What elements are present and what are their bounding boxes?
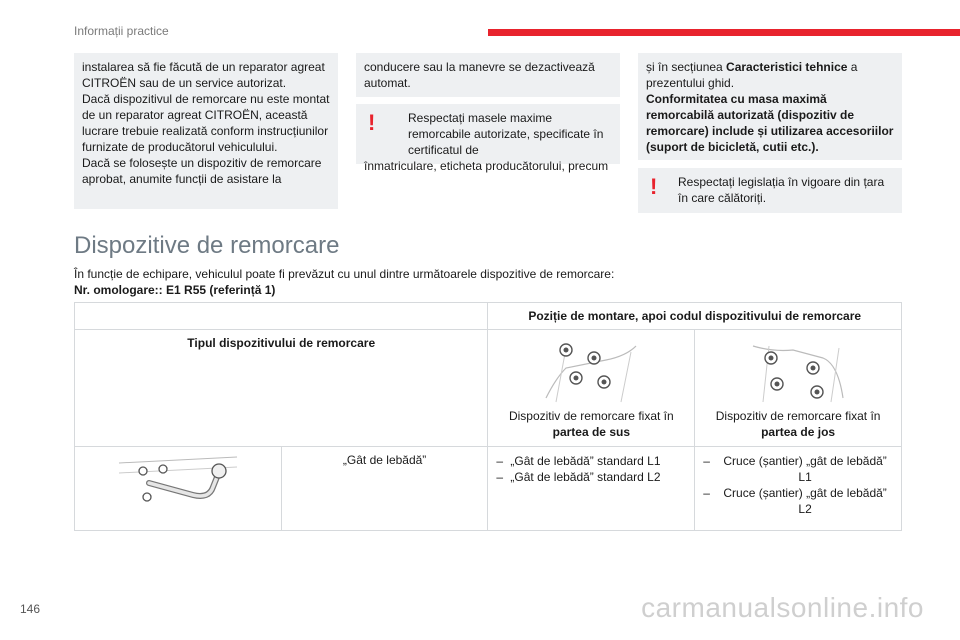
box4-pre: și în secțiunea	[646, 60, 727, 74]
towing-devices-table	[74, 302, 902, 531]
top-mount-bolts-illustration	[536, 338, 646, 404]
top-mount-caption-bold: partea de sus	[552, 425, 630, 439]
box3-tail-text: înmatriculare, eticheta producătorului, precum	[364, 159, 609, 173]
box3-warning-text: Respectați masele maxime remorcabile autorizate, specificate în certificatul de	[408, 111, 604, 157]
section-intro	[74, 266, 614, 298]
section-title: Dispozitive de remorcare	[74, 232, 340, 259]
bottom-mount-caption-bold: partea de jos	[761, 425, 836, 439]
info-box-specs	[638, 53, 902, 160]
warning-box-masses	[356, 104, 620, 173]
box5-warning-text: Respectați legislația în vigoare din țara în care călătoriți.	[678, 175, 885, 205]
bottom-mount-codes-cell	[695, 447, 902, 531]
box4-bold-paragraph	[646, 91, 894, 155]
top-mount-caption-text: Dispozitiv de remorcare fixat în	[508, 409, 674, 423]
table-row	[75, 447, 902, 531]
box1-line-3: Dacă se folosește un dispozitiv de remorcare aprobat, anumite funcții de asistare la	[82, 156, 322, 186]
list-item: – „Gât de lebădă” standard L1	[496, 453, 686, 469]
list-item: – Cruce (șantier) „gât de lebădă” L1	[703, 453, 893, 485]
top-mount-cell	[488, 330, 695, 447]
approval-number: Nr. omologare:: E1 R55 (referință 1)	[74, 283, 276, 297]
table-row	[75, 303, 902, 330]
list-item: – Cruce (șantier) „gât de lebădă” L2	[703, 485, 893, 517]
list-item: – „Gât de lebădă” standard L2	[496, 469, 686, 485]
page-number: 146	[20, 602, 41, 616]
box4-bold-link: Caracteristici tehnice	[726, 60, 848, 74]
top-mount-codes-cell	[488, 447, 695, 531]
warning-box-legislation	[638, 168, 902, 213]
info-box-installation	[74, 53, 338, 209]
box4-mid: a prezentului ghid.	[646, 60, 858, 90]
table-row	[75, 330, 902, 447]
bottom-mount-caption	[703, 408, 893, 440]
swan-neck-type-cell: „Gât de lebădă”	[281, 447, 488, 531]
top-mount-code-list	[496, 453, 686, 485]
warning-block	[646, 174, 894, 206]
bottom-mount-caption-text: Dispozitiv de remorcare fixat în	[715, 409, 881, 423]
box1-line-2: Dacă dispozitivul de remorcare nu este montat de un reparator agreat CITROËN, această lucrare trebuie realizată conform instrucțiunilor furnizate de producătorul vehiculului.	[82, 92, 330, 154]
header-accent-bar	[488, 29, 960, 36]
warning-block	[364, 110, 612, 158]
intro-text: În funcție de echipare, vehiculul poate fi prevăzut cu unul dintre următoarele dispozitive de remorcare:	[74, 267, 615, 281]
table-header-empty	[75, 303, 488, 330]
bottom-mount-code-list	[703, 453, 893, 517]
table-header-position: Poziție de montare, apoi codul dispozitivului de remorcare	[488, 303, 902, 330]
watermark-text: carmanualsonline.info	[641, 592, 924, 623]
info-box-assist-disable	[356, 53, 620, 97]
box1-line-1: instalarea să fie făcută de un reparator agreat CITROËN sau de un service autorizat.	[82, 60, 325, 90]
bottom-mount-bolts-illustration	[743, 338, 853, 404]
table-header-type: Tipul dispozitivului de remorcare	[75, 330, 488, 447]
swan-neck-image-cell	[75, 447, 282, 531]
exclamation-icon: !	[368, 110, 376, 135]
swan-neck-towbar-illustration	[113, 453, 243, 517]
bottom-mount-cell	[695, 330, 902, 447]
exclamation-icon: !	[650, 174, 658, 199]
box4-bold-text: Conformitatea cu masa maximă remorcabilă autorizată (dispozitiv de remorcare) include și utilizarea accesoriilor (suport de bicicletă, cutii etc.).	[646, 92, 894, 154]
box4-paragraph	[646, 59, 894, 91]
box2-text: conducere sau la manevre se dezactivează automat.	[364, 60, 595, 90]
running-header: Informații practice	[74, 24, 169, 38]
top-mount-caption	[496, 408, 686, 440]
